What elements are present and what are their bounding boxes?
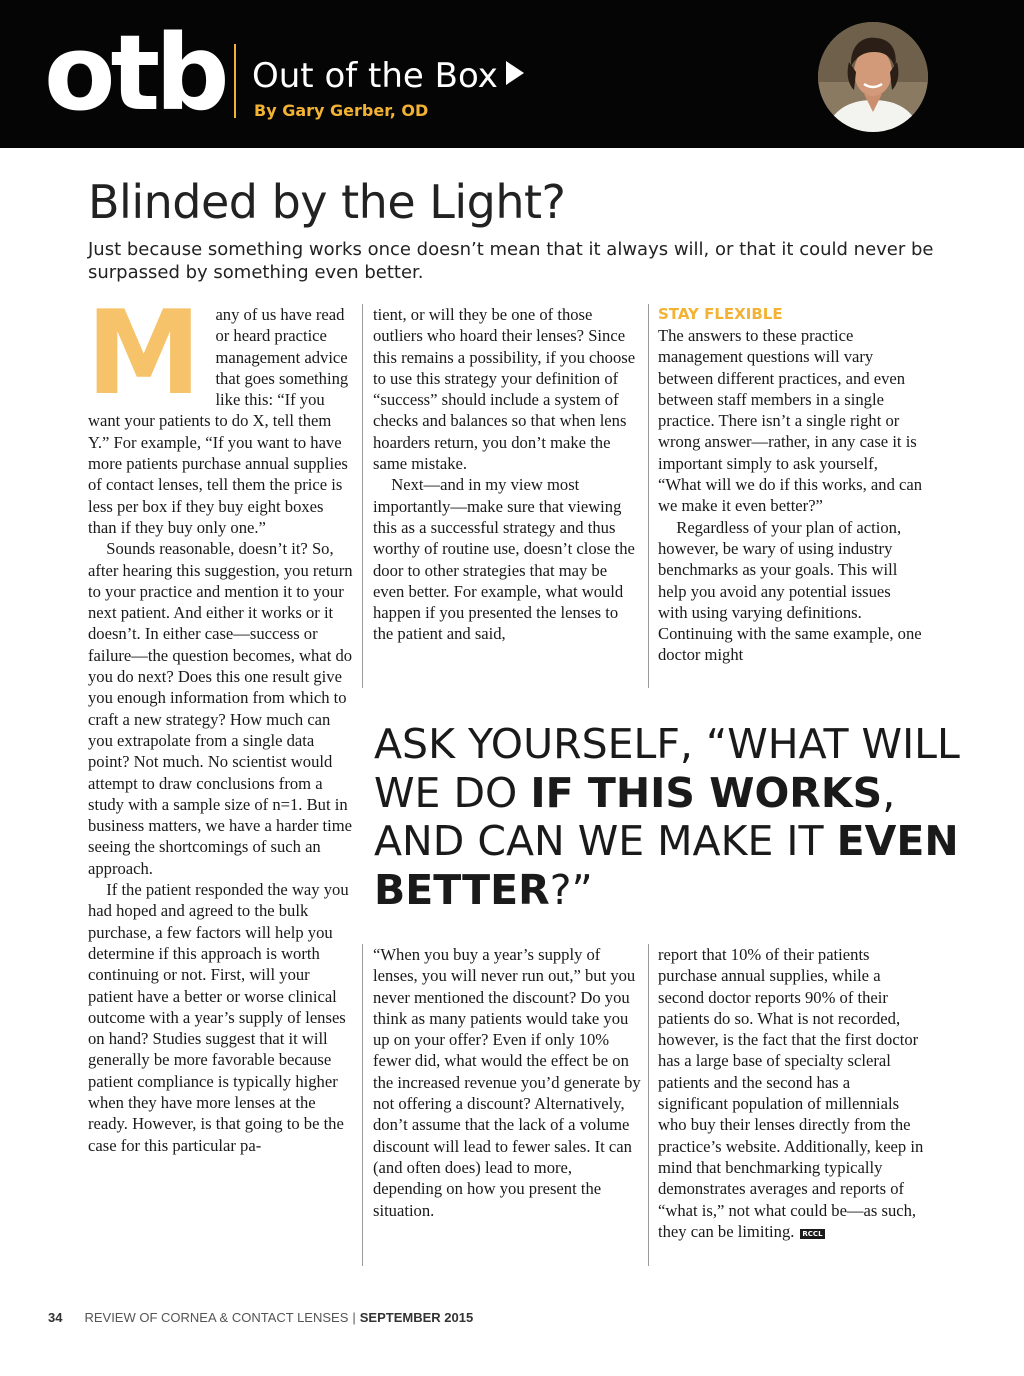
- column-divider: [648, 944, 649, 1266]
- paragraph: Sounds reasonable, doesn’t it? So, after hearing this suggestion, you return to your practice and mention it to your next patient. And either it works or it doesn’t. In either case—success or failure—the question becomes, what do you do next? Does this one result give you enough information from which to craft a new strategy? How much can you extrapolate from a single data point? Not much. No scientist would attempt to draw conclusions from a study with a sample size of n=1. But in business matters, we have a harder time seeing the shortcomings of such an approach.: [88, 539, 353, 878]
- paragraph: tient, or will they be one of those outliers who hoard their lenses? Since this remains a possibility, if you choose to use this strategy your definition of “success” should include a system of checks and balances so that when lens hoarders return, you don’t make the same mistake.: [373, 305, 636, 474]
- paragraph: [658, 944, 924, 1242]
- author-photo: [818, 22, 928, 132]
- paragraph: “When you buy a year’s supply of lenses, you will never run out,” but you never mentioned the discount? Do you think as many patients would take you up on your offer? Even if only 10% fewer did, what would the effect be on the increased revenue you’d generate by not offering a discount? Alternatively, don’t assume that the lack of a volume discount will lead to fewer sales. It can (and often does) lead to more, depending on how you present the situation.: [373, 945, 641, 1220]
- paragraph: Next—and in my view most importantly—make sure that viewing this as a successful strategy and thus worthy of routine use, doesn’t close the door to other strategies that may be even better. For example, what would happen if you presented the lenses to the patient and said,: [373, 475, 635, 644]
- paragraph-text: report that 10% of their patients purchase annual supplies, while a second doctor reports 90% of their patients do so. What is not recorded, however, is the fact that the first doctor has a large base of specialty scleral patients and the second has a significant population of millennials who buy their lenses directly from the practice’s website. Additionally, keep in mind that benchmarking typically demonstrates averages and reports of “what is,” not what could be—as such, they can be limiting.: [658, 945, 924, 1241]
- pull-quote-emphasis: IF THIS WORKS: [530, 768, 883, 817]
- page-footer: [48, 1310, 473, 1326]
- end-of-article-mark: RCCL: [802, 1229, 823, 1238]
- paragraph-text: any of us have read or heard practice management advice that goes something like this: “If you want your patients to do X, tell them Y.” For example, “If you want to have more patients purchase annual supplies of contact lenses, tell them the price is less per box if they buy eight boxes than if they buy only one.”: [88, 305, 349, 537]
- header-banner: [0, 0, 1024, 148]
- drop-cap: M: [86, 286, 202, 421]
- header-divider: [234, 44, 236, 118]
- column-divider: [362, 944, 363, 1266]
- subhead-stay-flexible: STAY FLEXIBLE: [658, 305, 783, 323]
- pull-quote-text: ASK YOURSELF, “WHAT WILL WE DO: [374, 720, 960, 817]
- column-divider: [648, 304, 649, 688]
- column-3-bottom: [658, 944, 924, 1274]
- page-number: 34: [48, 1310, 63, 1325]
- paragraph: The answers to these practice management questions will vary between different practices, and even between staff members in a single practice. There isn’t a single right or wrong answer—rather, in any case it is important simply to ask yourself, “What will we do if this works, and can we make it even better?”: [658, 326, 923, 516]
- paragraph: Regardless of your plan of action, however, be wary of using industry benchmarks as your goals. This will help you avoid any potential issues with using varying definitions. Continuing with the same example, one doctor might: [658, 517, 922, 665]
- pull-quote-text: , AND CAN WE MAKE IT: [374, 768, 896, 865]
- issue-date: SEPTEMBER 2015: [359, 1310, 474, 1325]
- paragraph: [86, 286, 356, 538]
- play-arrow-icon: [506, 61, 524, 85]
- column-divider: [362, 304, 363, 688]
- section-title-text: Out of the Box: [252, 56, 498, 96]
- journal-name: REVIEW OF CORNEA & CONTACT LENSES: [84, 1310, 349, 1325]
- pull-quote-emphasis: EVEN BETTER: [374, 817, 959, 914]
- article-deck: Just because something works once doesn’t mean that it always will, or that it could never be surpassed by something even better.: [88, 239, 934, 283]
- otb-logo: otb: [44, 12, 225, 134]
- article-headline: Blinded by the Light?: [88, 175, 566, 229]
- footer-separator: |: [352, 1310, 356, 1325]
- column-2-top: [373, 304, 641, 692]
- section-title: [252, 56, 524, 96]
- author-byline: By Gary Gerber, OD: [254, 101, 429, 120]
- pull-quote-text: ?”: [549, 865, 593, 914]
- column-3-top: [658, 304, 924, 692]
- column-1: [86, 286, 356, 1284]
- column-2-bottom: [373, 944, 641, 1274]
- pull-quote: [374, 720, 974, 914]
- paragraph: If the patient responded the way you had hoped and agreed to the bulk purchase, a few factors will help you determine if this approach is worth continuing or not. First, will your patient have a better or worse clinical outcome with a year’s supply of lenses on hand? Studies suggest that it will generally be more favorable because patient compliance is typically higher when they have more lenses at the ready. However, is that going to be the case for this particular pa-: [88, 880, 349, 1155]
